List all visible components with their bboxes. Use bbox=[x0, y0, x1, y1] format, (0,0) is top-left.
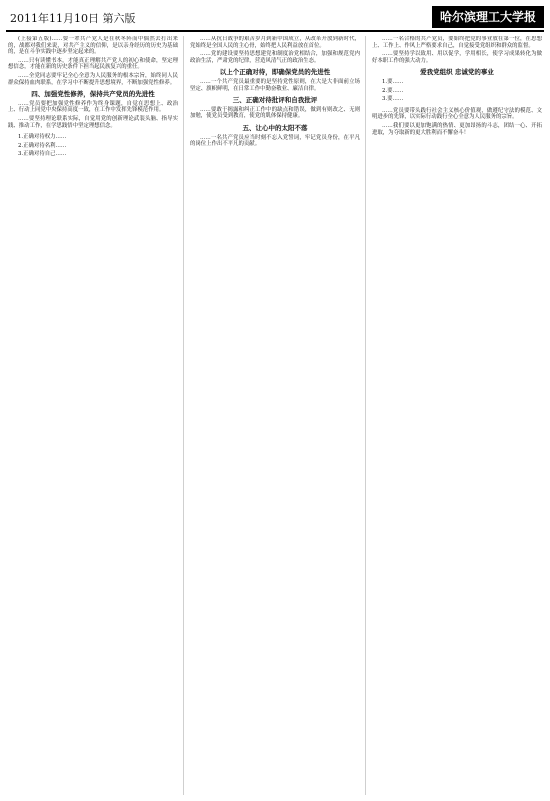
section-heading: 爱我党组织 忠诚党的事业 bbox=[420, 68, 494, 77]
article-section bbox=[372, 108, 542, 136]
article-section bbox=[8, 134, 178, 158]
body-paragraph: 2.正确对待名利…… bbox=[18, 142, 67, 149]
body-paragraph: ……只有读懂书本，才能真正理解共产党人的初心和使命，坚定理想信念，才能在新的历史条件下担当起民族复兴的重任。 bbox=[8, 57, 178, 71]
article-section bbox=[190, 69, 360, 92]
article-section bbox=[8, 91, 178, 129]
article-section bbox=[372, 69, 542, 102]
column-1 bbox=[8, 36, 184, 795]
body-paragraph: 3.正确对待自己…… bbox=[18, 151, 67, 158]
body-paragraph: ……一名共产党员应当时刻不忘入党誓词，牢记党员身份，在平凡的岗位上作出不平凡的贡献。 bbox=[190, 134, 360, 148]
article-section bbox=[190, 36, 360, 64]
article-section bbox=[190, 97, 360, 120]
section-heading: 四、加强党性修养，保持共产党员的先进性 bbox=[31, 90, 155, 99]
article-section bbox=[190, 125, 360, 148]
body-paragraph: 1.正确对待权力…… bbox=[18, 134, 67, 141]
body-paragraph: ……一个共产党员最重要的是坚持党性原则，在大是大非面前立场坚定、旗帜鲜明，在日常工作中勤奋敬业、廉洁自律。 bbox=[190, 78, 360, 92]
column-3 bbox=[372, 36, 542, 795]
section-heading: 五、让心中的太阳不落 bbox=[242, 123, 308, 132]
body-paragraph: ……要坚持学以致用、用以促学，学用相长，使学习成果转化为做好本职工作的强大动力。 bbox=[372, 51, 542, 64]
section-heading: 三、正确对待批评和自我批评 bbox=[232, 96, 318, 105]
body-paragraph: 3.要…… bbox=[382, 96, 404, 103]
body-paragraph: ……党员要把加强党性修养作为终身课题，自觉在思想上、政治上、行动上同党中央保持高度一致，在工作中发挥先锋模范作用。 bbox=[8, 100, 178, 114]
article-columns bbox=[8, 36, 542, 795]
body-paragraph: ……一名合格的共产党员，要始终把党的事业放在第一位，在思想上、工作上、作风上严格要求自己，自觉接受党组织和群众的监督。 bbox=[372, 36, 542, 49]
article-section bbox=[8, 36, 178, 86]
body-paragraph: (上接第五版)……要一辈共产党人是在秋冬阵而中偶然去打出来的，战都对我们来说，对共产主义的信仰，是以亲身经历的历史为基础的，是在斗争实践中逐步坚定起来的。 bbox=[8, 36, 178, 56]
body-paragraph: ……我们要以更加饱满的热情、更加昂扬的斗志，团结一心、开拓进取，为夺取新的更大胜利而不懈奋斗！ bbox=[372, 122, 542, 136]
body-paragraph: ……全党同志要牢记全心全意为人民服务的根本宗旨，始终同人民群众保持血肉联系，在学习中不断提升思想境界，不断加强党性修养。 bbox=[8, 72, 178, 86]
body-paragraph: ……从抗日战争的艰苦岁月到新中国成立，从改革开放到新时代，党始终是全国人民的主心骨，始终把人民利益放在首位。 bbox=[190, 36, 360, 49]
body-paragraph: ……党员要带头践行社会主义核心价值观，做遵纪守法的模范、文明进步的先锋，以实际行动践行全心全意为人民服务的宗旨。 bbox=[372, 107, 542, 121]
section-heading: 以上个正确对待，即确保党员的先进性 bbox=[219, 68, 331, 77]
column-2 bbox=[190, 36, 366, 795]
issue-date: 2011年11月10日 第六版 bbox=[10, 12, 136, 25]
body-paragraph: 1.要…… bbox=[382, 78, 404, 85]
page-header bbox=[6, 6, 544, 32]
newspaper-masthead: 哈尔滨理工大学报 bbox=[432, 6, 544, 28]
body-paragraph: ……党的建设要坚持思想建党和制度治党相结合，加强和规范党内政治生活，严肃党的纪律，营造风清气正的政治生态。 bbox=[190, 51, 360, 64]
body-paragraph: 2.要…… bbox=[382, 87, 404, 94]
body-paragraph: ……要敢于揭露和纠正工作中的缺点和错误，做到有则改之、无则加勉，使党员受到教育，使党的肌体保持健康。 bbox=[190, 106, 360, 120]
article-section bbox=[372, 36, 542, 64]
body-paragraph: ……要坚持理论联系实际，自觉用党的创新理论武装头脑、指导实践、推动工作，在学思践悟中坚定理想信念。 bbox=[8, 115, 178, 129]
